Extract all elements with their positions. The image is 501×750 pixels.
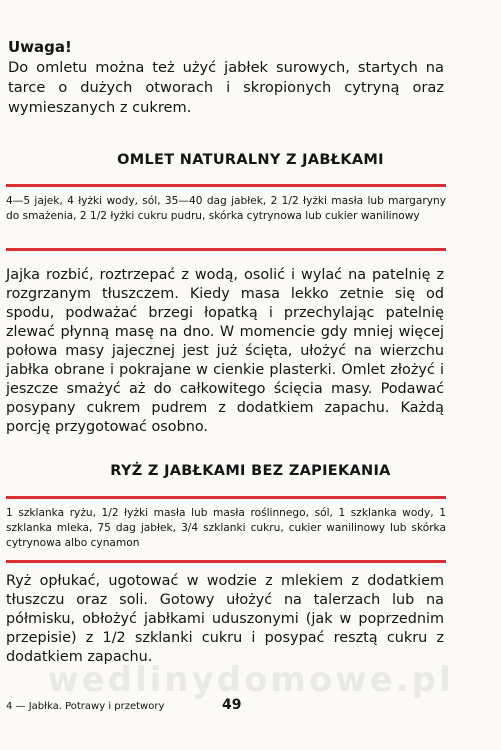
- recipe-title-omlet: OMLET NATURALNY Z JABŁKAMI: [117, 152, 384, 168]
- note-text: Do omletu można też użyć jabłek surowych, startych na tarce o dużych otworach i skropionych cytryną oraz wymieszanych z cukrem.: [8, 59, 444, 116]
- watermark: wedlinydomowe.pl: [47, 660, 454, 700]
- footer-chapter: 4 — Jabłka. Potrawy i przetwory: [6, 701, 165, 712]
- recipe-title-ryz: RYŻ Z JABŁKAMI BEZ ZAPIEKANIA: [110, 463, 391, 479]
- instructions-omlet: Jajka rozbić, roztrzepać z wodą, osolić i wylać na patelnię z rozgrzanym tłuszczem. Kiedy masa lekko zetnie się od spodu, podważać brzegi łopatką i przechylając patelnię zlewać płynną masę na dno. W momencie gdy mniej więcej połowa masy jajecznej jest już ścięta, ułożyć na wierzchu jabłka obrane i pokrajane w cienkie plasterki. Omlet złożyć i jeszcze smażyć aż do całkowitego ścięcia masy. Podawać posypany cukrem pudrem z dodatkiem zapachu. Każdą porcję przygotować osobno.: [6, 267, 444, 435]
- rule-top-ryz: [6, 496, 446, 499]
- note-title: Uwaga!: [8, 38, 72, 56]
- rule-bottom-ryz: [6, 560, 446, 563]
- rule-bottom-omlet: [6, 248, 446, 251]
- page-number: 49: [222, 697, 242, 713]
- rule-top-omlet: [6, 184, 446, 187]
- ingredients-omlet: 4—5 jajek, 4 łyżki wody, sól, 35—40 dag jabłek, 2 1/2 łyżki masła lub margaryny do smażenia, 2 1/2 łyżki cukru pudru, skórka cytrynowa lub cukier wanilinowy: [6, 195, 446, 222]
- instructions-ryz: Ryż opłukać, ugotować w wodzie z mlekiem z dodatkiem tłuszczu oraz soli. Gotowy ułożyć na talerzach lub na półmisku, obłożyć jabłkami uduszonymi (jak w poprzednim przepisie) z 1/2 szklanki cukru i posypać resztą cukru z dodatkiem zapachu.: [6, 573, 444, 665]
- ingredients-ryz: 1 szklanka ryżu, 1/2 łyżki masła lub masła roślinnego, sól, 1 szklanka wody, 1 szklanka mleka, 75 dag jabłek, 3/4 szklanki cukru, cukier wanilinowy lub skórka cytrynowa albo cynamon: [6, 507, 446, 549]
